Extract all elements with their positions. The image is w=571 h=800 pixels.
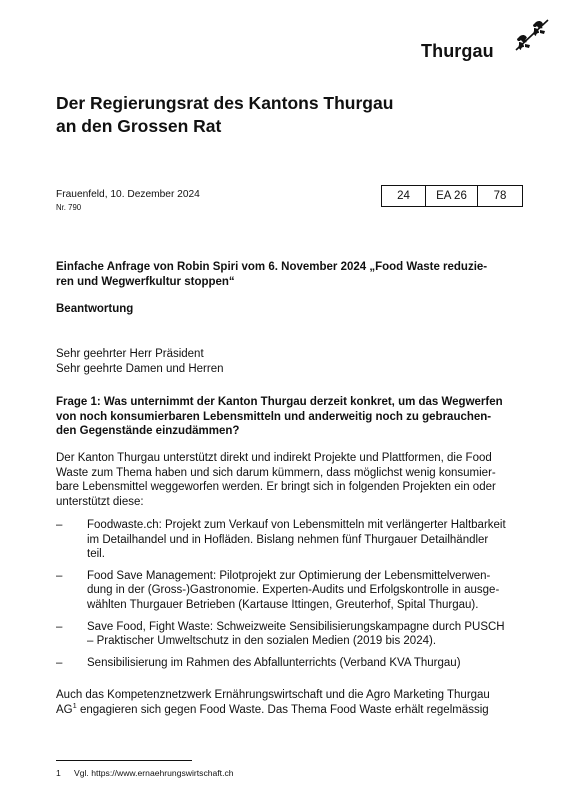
reference-cell-3: 78	[493, 190, 507, 202]
reference-cell-2: EA 26	[426, 186, 478, 206]
answer-heading: Beantwortung	[56, 303, 134, 315]
list-item-line: dung in der (Gross-)Gastronomie. Experten-Audits und Erfolgskontrolle in ausge-	[87, 584, 500, 597]
list-item	[56, 656, 536, 671]
closing-paragraph	[56, 688, 536, 717]
subject-line-1: Einfache Anfrage von Robin Spiri vom 6. November 2024 „Food Waste reduzie-	[56, 261, 488, 273]
subject-line-2: ren und Wegwerfkultur stoppen“	[56, 275, 235, 288]
list-item-line: Save Food, Fight Waste: Schweizweite Sensibilisierungskampagne durch PUSCH	[87, 620, 505, 633]
intro-paragraph	[56, 451, 536, 509]
intro-line-4: unterstützt diese:	[56, 495, 144, 508]
question-1	[56, 395, 536, 439]
subject	[56, 260, 536, 289]
page-title	[56, 92, 393, 138]
footnote-marker: 1	[56, 768, 61, 778]
list-dash: –	[56, 519, 63, 531]
list-item-line: Food Save Management: Pilotprojekt zur Optimierung der Lebensmittelverwen-	[87, 569, 491, 582]
question-1-line-1: Frage 1: Was unternimmt der Kanton Thurgau derzeit konkret, um das Wegwerfen	[56, 396, 503, 408]
reference-cell-1: 24	[382, 186, 426, 206]
salutation-line-2: Sehr geehrte Damen und Herren	[56, 362, 224, 375]
closing-line-2	[56, 700, 536, 718]
list-item-line: – Praktischer Umweltschutz in den sozialen Medien (2019 bis 2024).	[87, 635, 437, 648]
project-list	[56, 518, 536, 677]
document-number: Nr. 790	[56, 203, 82, 212]
page-title-line-2: an den Grossen Rat	[56, 116, 222, 136]
footnote-text: Vgl. https://www.ernaehrungswirtschaft.ch	[74, 768, 234, 778]
list-item-line: teil.	[87, 548, 105, 561]
list-item-line: im Detailhandel und in Hofläden. Bislang nehmen fünf Thurgauer Detailhändler	[87, 533, 489, 546]
coat-of-arms-icon	[514, 18, 550, 52]
footnote-reference: 1	[72, 700, 77, 710]
list-item-line: Foodwaste.ch: Projekt zum Verkauf von Lebensmitteln mit verlängerter Haltbarkeit	[87, 519, 506, 531]
intro-line-1: Der Kanton Thurgau unterstützt direkt und indirekt Projekte und Plattformen, die Food	[56, 452, 492, 464]
list-item	[56, 518, 536, 562]
footnote	[56, 768, 234, 779]
list-dash: –	[56, 656, 63, 669]
salutation	[56, 347, 224, 376]
list-dash: –	[56, 569, 63, 582]
reference-box	[381, 185, 523, 207]
intro-line-3: bare Lebensmittel weggeworfen werden. Er bringt sich in folgenden Projekten ein oder	[56, 481, 496, 494]
closing-line-2-rest: engagieren sich gegen Food Waste. Das Thema Food Waste erhält regelmässig	[76, 703, 489, 716]
footnote-divider	[56, 760, 192, 761]
question-1-line-2: von noch konsumierbaren Lebensmitteln und anderweitig noch zu gebrauchen-	[56, 410, 492, 423]
intro-line-2: Waste zum Thema haben und sich darum kümmern, dass möglichst wenig konsumier-	[56, 466, 496, 479]
salutation-line-1: Sehr geehrter Herr Präsident	[56, 348, 204, 360]
logo	[421, 18, 551, 66]
closing-line-2-start: AG	[56, 703, 73, 716]
question-1-line-3: den Gegenstände einzudämmen?	[56, 425, 240, 438]
list-dash: –	[56, 620, 63, 633]
page-title-line-1: Der Regierungsrat des Kantons Thurgau	[56, 93, 394, 113]
place-date: Frauenfeld, 10. Dezember 2024	[56, 189, 200, 200]
closing-line-1: Auch das Kompetenznetzwerk Ernährungswirtschaft und die Agro Marketing Thurgau	[56, 689, 490, 701]
logo-text: Thurgau	[421, 41, 494, 61]
list-item	[56, 569, 536, 613]
list-item-line: Sensibilisierung im Rahmen des Abfallunterrichts (Verband KVA Thurgau)	[87, 656, 461, 669]
list-item	[56, 620, 536, 649]
list-item-line: wählten Thurgauer Betrieben (Kartause Ittingen, Greuterhof, Spital Thurgau).	[87, 598, 479, 611]
